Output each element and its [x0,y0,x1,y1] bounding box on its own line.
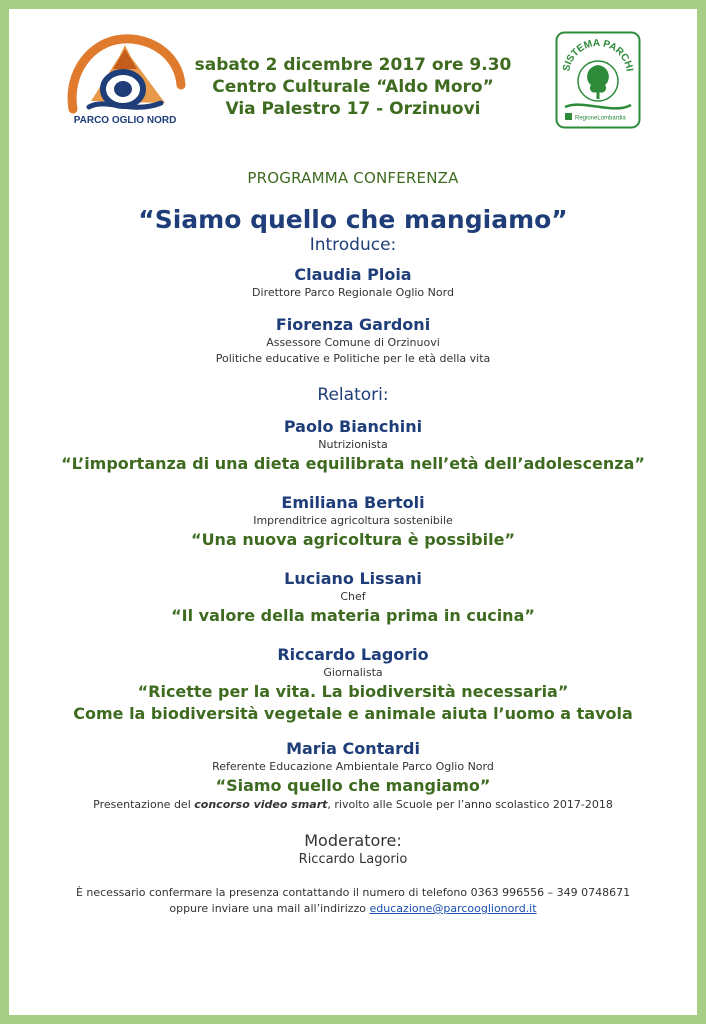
footer-contact [9,885,697,917]
speaker-5 [9,739,697,813]
conference-program [9,169,697,917]
speaker-talk: “Ricette per la vita. La biodiversità necessaria” [137,682,569,701]
email-link[interactable]: educazione@parcooglionord.it [369,902,537,915]
speaker-role: Giornalista [323,666,383,679]
event-venue: Centro Culturale “Aldo Moro” [212,77,494,97]
speaker-1 [9,417,697,475]
speakers-label: Relatori: [317,385,389,405]
sistema-parchi-logo [555,31,641,129]
left-logo-text: PARCO OGLIO NORD [73,115,177,126]
introducer-role: Assessore Comune di Orzinuovi [266,336,440,349]
speaker-role: Chef [340,590,366,603]
presentation-suffix: , rivolto alle Scuole per l’anno scolastico 2017-2018 [327,798,613,811]
speaker-name: Riccardo Lagorio [277,645,429,664]
moderator-label: Moderatore: [304,831,402,850]
introducer-1 [9,265,697,301]
speaker-role: Imprenditrice agricoltura sostenibile [253,514,453,527]
presentation-prefix: Presentazione del [93,798,195,811]
moderator-name: Riccardo Lagorio [298,852,408,867]
speaker-3 [9,569,697,627]
speaker-name: Maria Contardi [286,739,420,758]
speaker-role: Referente Educazione Ambientale Parco Oglio Nord [212,760,494,773]
parco-oglio-nord-logo [61,23,189,133]
introducer-2 [9,315,697,367]
speaker-talk: “Siamo quello che mangiamo” [215,776,491,795]
speaker-talk: “Una nuova agricoltura è possibile” [191,530,515,549]
speaker-talk-subtitle: Come la biodiversità vegetale e animale aiuta l’uomo a tavola [73,704,633,723]
introducer-name: Fiorenza Gardoni [275,315,431,334]
speaker-name: Paolo Bianchini [283,417,423,436]
speaker-role: Nutrizionista [318,438,388,451]
footer-phone-line: È necessario confermare la presenza contattando il numero di telefono 0363 996556 – 349 0748671 [75,886,631,899]
intro-label: Introduce: [309,235,397,255]
speaker-name: Emiliana Bertoli [281,493,425,512]
event-header [179,54,527,120]
presentation-note [9,797,697,813]
program-label: PROGRAMMA CONFERENZA [247,169,459,187]
right-logo-region-text: RegioneLombardia [575,115,626,122]
introducer-role: Direttore Parco Regionale Oglio Nord [252,286,454,299]
event-address: Via Palestro 17 - Orzinuovi [225,99,481,119]
speaker-4 [9,645,697,725]
conference-title: “Siamo quello che mangiamo” [138,205,568,234]
speaker-talk: “Il valore della materia prima in cucina” [171,606,535,625]
speaker-name: Luciano Lissani [284,569,422,588]
introducer-name: Claudia Ploia [294,265,412,284]
speaker-2 [9,493,697,551]
flyer-page [9,9,697,1015]
footer-email-prefix: oppure inviare una mail all’indirizzo [169,902,370,915]
introducer-role-detail: Politiche educative e Politiche per le età della vita [215,352,491,365]
presentation-highlight: concorso video smart [194,798,328,811]
right-logo-arc-text: SISTEMA PARCHI [561,37,635,73]
event-date: sabato 2 dicembre 2017 ore 9.30 [194,55,512,75]
speaker-talk: “L’importanza di una dieta equilibrata nell’età dell’adolescenza” [61,454,645,473]
footer-email-line [9,901,697,917]
